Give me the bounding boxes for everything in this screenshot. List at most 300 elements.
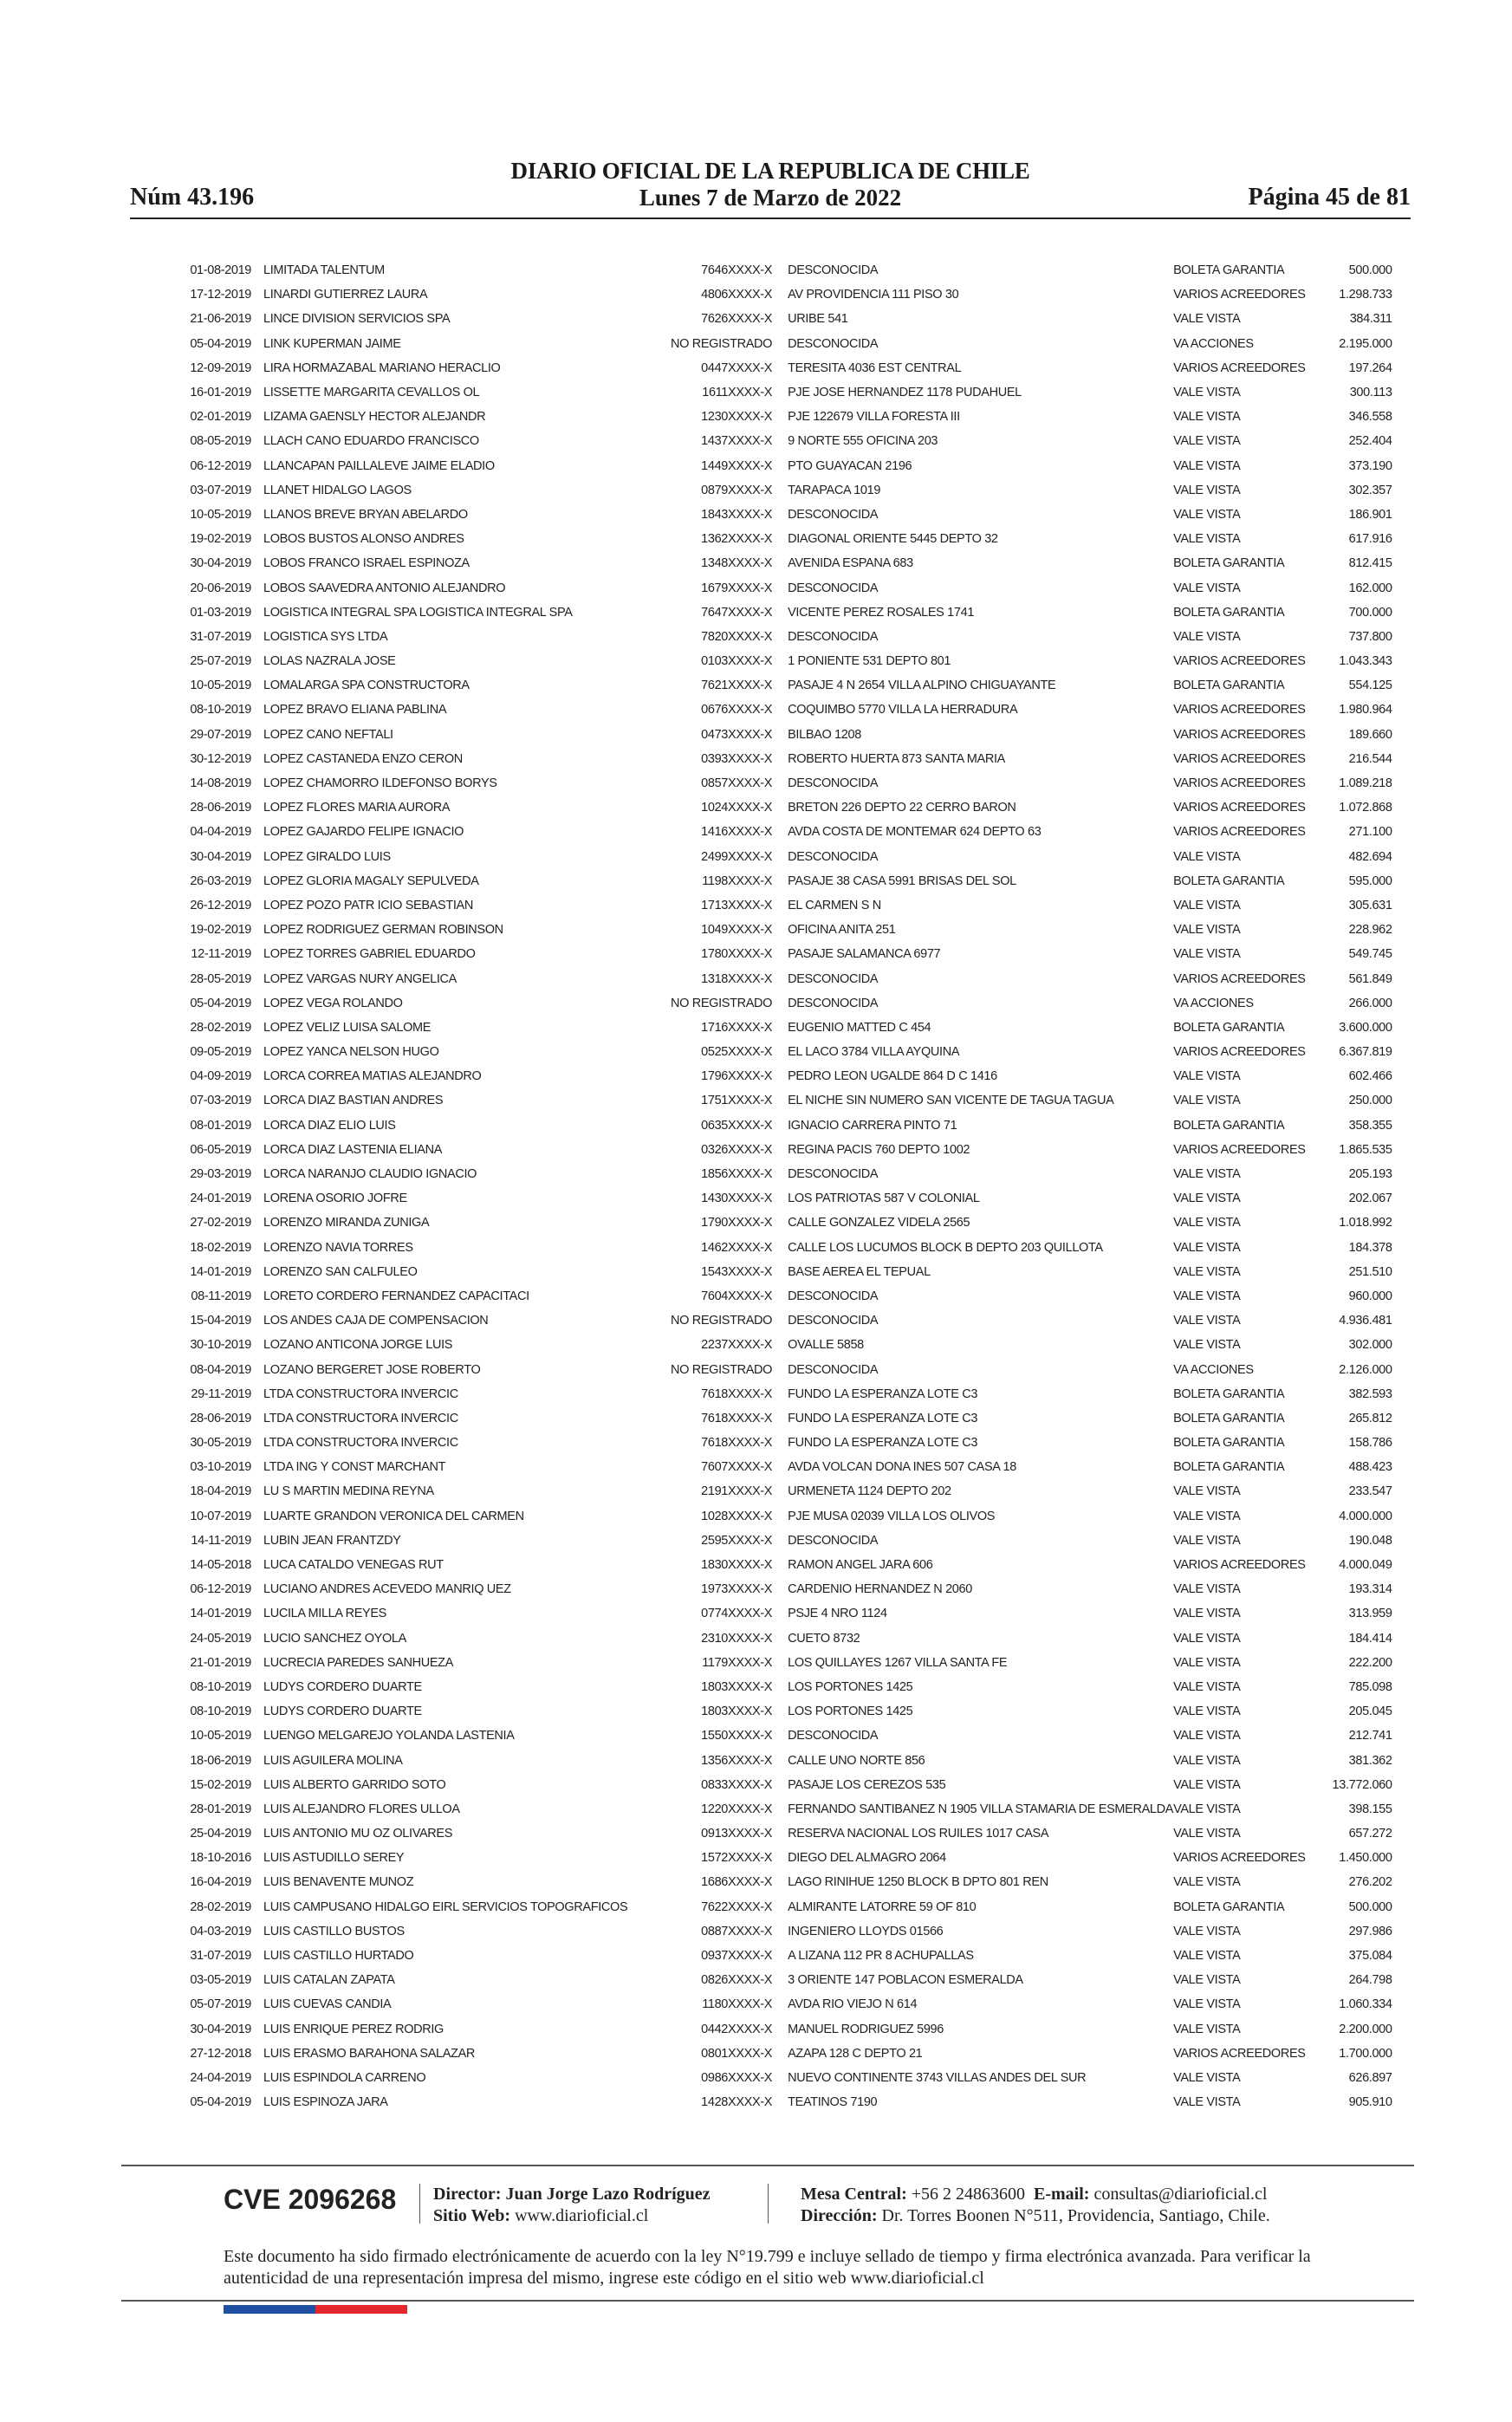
entry-type: VALE VISTA xyxy=(1173,581,1241,595)
entry-address: AVDA RIO VIEJO N 614 xyxy=(788,1997,918,2012)
entry-rut: 7626XXXX-X xyxy=(701,312,773,327)
director-name: Juan Jorge Lazo Rodríguez xyxy=(505,2185,711,2204)
entry-amount: 184.378 xyxy=(1348,1240,1392,1255)
entry-amount: 595.000 xyxy=(1348,873,1392,888)
entry-address: EUGENIO MATTED C 454 xyxy=(788,1020,931,1035)
director-label: Director: xyxy=(433,2185,502,2204)
entry-type: VALE VISTA xyxy=(1173,386,1241,400)
entry-type: VARIOS ACREEDORES xyxy=(1173,2046,1306,2061)
entry-name: LUCIANO ANDRES ACEVEDO MANRIQ UEZ xyxy=(263,1582,511,1597)
entry-date: 06-12-2019 xyxy=(190,1582,251,1597)
entry-amount: 271.100 xyxy=(1348,825,1392,840)
entry-amount: 1.980.964 xyxy=(1339,703,1392,718)
entry-address: PSJE 4 NRO 1124 xyxy=(788,1607,887,1621)
entry-type: BOLETA GARANTIA xyxy=(1173,605,1285,620)
entry-type: BOLETA GARANTIA xyxy=(1173,556,1285,571)
entry-amount: 202.067 xyxy=(1348,1192,1392,1206)
entry-date: 05-07-2019 xyxy=(190,1997,251,2012)
entry-date: 28-01-2019 xyxy=(190,1802,251,1816)
entry-rut: 0473XXXX-X xyxy=(701,727,773,742)
contact-block xyxy=(801,2184,1270,2227)
entry-date: 18-02-2019 xyxy=(190,1240,251,1255)
page-number: Página 45 de 81 xyxy=(1248,184,1411,211)
entry-type: VARIOS ACREEDORES xyxy=(1173,751,1306,766)
entry-name: LUIS ALBERTO GARRIDO SOTO xyxy=(263,1777,446,1792)
entry-address: DESCONOCIDA xyxy=(788,776,879,791)
entry-type: VALE VISTA xyxy=(1173,1533,1241,1548)
entry-date: 04-04-2019 xyxy=(190,825,251,840)
table-row xyxy=(165,1236,1392,1260)
table-row xyxy=(165,429,1392,453)
entry-amount: 184.414 xyxy=(1348,1631,1392,1646)
entry-amount: 276.202 xyxy=(1348,1875,1392,1890)
entry-amount: 382.593 xyxy=(1348,1386,1392,1401)
entry-rut: 0774XXXX-X xyxy=(701,1607,773,1621)
table-row xyxy=(165,771,1392,795)
table-row xyxy=(165,1308,1392,1333)
entry-type: VARIOS ACREEDORES xyxy=(1173,703,1306,718)
issue-number: Núm 43.196 xyxy=(130,184,255,211)
table-row xyxy=(165,625,1392,649)
entry-date: 30-12-2019 xyxy=(190,751,251,766)
entry-name: LUIS CAMPUSANO HIDALGO EIRL SERVICIOS TOPOGRAFICOS xyxy=(263,1899,628,1914)
entry-type: BOLETA GARANTIA xyxy=(1173,263,1285,278)
entry-type: BOLETA GARANTIA xyxy=(1173,873,1285,888)
entry-type: VARIOS ACREEDORES xyxy=(1173,1142,1306,1157)
entry-amount: 4.000.049 xyxy=(1339,1558,1392,1573)
entry-address: PJE MUSA 02039 VILLA LOS OLIVOS xyxy=(788,1509,996,1523)
entry-rut: 1843XXXX-X xyxy=(701,507,773,522)
entry-type: VARIOS ACREEDORES xyxy=(1173,360,1306,375)
entry-amount: 186.901 xyxy=(1348,507,1392,522)
entry-amount: 602.466 xyxy=(1348,1069,1392,1084)
entry-address: DESCONOCIDA xyxy=(788,996,879,1010)
entry-amount: 617.916 xyxy=(1348,532,1392,547)
entry-type: VALE VISTA xyxy=(1173,1264,1241,1279)
entry-rut: 0676XXXX-X xyxy=(701,703,773,718)
table-row xyxy=(165,1748,1392,1772)
entry-type: VARIOS ACREEDORES xyxy=(1173,1851,1306,1866)
entry-rut: 1679XXXX-X xyxy=(701,581,773,595)
entry-amount: 266.000 xyxy=(1348,996,1392,1010)
entry-date: 12-11-2019 xyxy=(191,947,251,962)
entry-type: VALE VISTA xyxy=(1173,947,1241,962)
entry-name: LUIS CASTILLO BUSTOS xyxy=(263,1924,405,1938)
entry-date: 28-02-2019 xyxy=(190,1899,251,1914)
entry-rut: 1348XXXX-X xyxy=(701,556,773,571)
entry-rut: 1318XXXX-X xyxy=(701,971,773,986)
table-row xyxy=(165,723,1392,747)
entry-amount: 384.311 xyxy=(1349,312,1392,327)
table-row xyxy=(165,747,1392,771)
table-row xyxy=(165,1260,1392,1284)
entry-type: VARIOS ACREEDORES xyxy=(1173,654,1306,669)
entry-name: LORCA DIAZ BASTIAN ANDRES xyxy=(263,1094,444,1108)
entry-date: 10-05-2019 xyxy=(190,1729,251,1743)
entry-rut: 7622XXXX-X xyxy=(701,1899,773,1914)
entry-date: 15-04-2019 xyxy=(190,1314,251,1328)
entry-address: DIEGO DEL ALMAGRO 2064 xyxy=(788,1851,946,1866)
entry-name: LUIS ANTONIO MU OZ OLIVARES xyxy=(263,1827,453,1841)
entry-amount: 1.298.733 xyxy=(1339,288,1392,302)
mesa-label: Mesa Central: xyxy=(801,2185,907,2204)
table-row xyxy=(165,2017,1392,2042)
entry-type: BOLETA GARANTIA xyxy=(1173,679,1285,693)
entry-rut: 0103XXXX-X xyxy=(701,654,773,669)
entry-type: VALE VISTA xyxy=(1173,1679,1241,1694)
entry-address: URIBE 541 xyxy=(788,312,848,327)
entry-amount: 189.660 xyxy=(1348,727,1392,742)
entry-address: A LIZANA 112 PR 8 ACHUPALLAS xyxy=(788,1949,974,1964)
entry-name: LOMALARGA SPA CONSTRUCTORA xyxy=(263,679,470,693)
entry-amount: 4.936.481 xyxy=(1339,1314,1392,1328)
table-row xyxy=(165,1553,1392,1577)
entry-amount: 346.558 xyxy=(1348,410,1392,425)
entry-amount: 500.000 xyxy=(1348,1899,1392,1914)
entry-address: IGNACIO CARRERA PINTO 71 xyxy=(788,1118,957,1133)
entry-type: VALE VISTA xyxy=(1173,1777,1241,1792)
entry-name: LISSETTE MARGARITA CEVALLOS OL xyxy=(263,386,480,400)
entry-name: LOS ANDES CAJA DE COMPENSACION xyxy=(263,1314,489,1328)
entry-date: 29-11-2019 xyxy=(191,1386,251,1401)
entry-address: CARDENIO HERNANDEZ N 2060 xyxy=(788,1582,972,1597)
footer-separator xyxy=(768,2184,769,2224)
entry-date: 06-05-2019 xyxy=(190,1142,251,1157)
entry-address: CALLE UNO NORTE 856 xyxy=(788,1753,925,1768)
entry-type: VALE VISTA xyxy=(1173,1314,1241,1328)
entry-rut: 1356XXXX-X xyxy=(701,1753,773,1768)
entry-rut: 1024XXXX-X xyxy=(701,801,773,815)
entry-name: LORENZO MIRANDA ZUNIGA xyxy=(263,1216,430,1230)
entry-rut: 7647XXXX-X xyxy=(701,605,773,620)
table-row xyxy=(165,1699,1392,1724)
entry-date: 30-10-2019 xyxy=(190,1338,251,1353)
entry-rut: 1362XXXX-X xyxy=(701,532,773,547)
entry-rut: 1713XXXX-X xyxy=(701,898,773,912)
entry-amount: 190.048 xyxy=(1348,1533,1392,1548)
entry-amount: 554.125 xyxy=(1348,679,1392,693)
entry-amount: 6.367.819 xyxy=(1339,1045,1392,1060)
entry-address: OFICINA ANITA 251 xyxy=(788,923,896,938)
entry-address: DESCONOCIDA xyxy=(788,336,879,351)
entry-address: LAGO RINIHUE 1250 BLOCK B DPTO 801 REN xyxy=(788,1875,1048,1890)
site-link[interactable]: www.diarioficial.cl xyxy=(515,2206,649,2225)
entry-name: LORCA NARANJO CLAUDIO IGNACIO xyxy=(263,1167,477,1182)
entry-date: 29-03-2019 xyxy=(190,1167,251,1182)
entry-rut: 2499XXXX-X xyxy=(701,849,773,864)
table-row xyxy=(165,2066,1392,2090)
entry-type: VALE VISTA xyxy=(1173,1582,1241,1597)
entry-amount: 358.355 xyxy=(1348,1118,1392,1133)
table-row xyxy=(165,673,1392,698)
table-row xyxy=(165,1821,1392,1846)
entry-date: 26-12-2019 xyxy=(190,898,251,912)
entries-table xyxy=(165,258,1392,2114)
entry-name: LOBOS BUSTOS ALONSO ANDRES xyxy=(263,532,464,547)
entry-address: PASAJE 38 CASA 5991 BRISAS DEL SOL xyxy=(788,873,1016,888)
cve-code: CVE 2096268 xyxy=(224,2184,397,2215)
entry-amount: 381.362 xyxy=(1348,1753,1392,1768)
header-center xyxy=(130,158,1411,211)
table-row xyxy=(165,1846,1392,1870)
entry-rut: 2595XXXX-X xyxy=(701,1533,773,1548)
entry-date: 30-04-2019 xyxy=(190,556,251,571)
entry-name: LUDYS CORDERO DUARTE xyxy=(263,1679,422,1694)
page-header xyxy=(130,154,1411,224)
entry-name: LIMITADA TALENTUM xyxy=(263,263,385,278)
table-row xyxy=(165,575,1392,600)
footer-divider-bottom xyxy=(121,2300,1414,2302)
entry-rut: 0879XXXX-X xyxy=(701,483,773,497)
table-row xyxy=(165,1138,1392,1162)
entry-amount: 4.000.000 xyxy=(1339,1509,1392,1523)
table-row xyxy=(165,405,1392,429)
entry-rut: 1028XXXX-X xyxy=(701,1509,773,1523)
entry-rut: 1449XXXX-X xyxy=(701,458,773,473)
entry-name: LOPEZ CHAMORRO ILDEFONSO BORYS xyxy=(263,776,497,791)
entry-name: LUIS ERASMO BARAHONA SALAZAR xyxy=(263,2046,476,2061)
entry-name: LUCIO SANCHEZ OYOLA xyxy=(263,1631,406,1646)
entry-date: 20-06-2019 xyxy=(190,581,251,595)
entry-rut: 7820XXXX-X xyxy=(701,629,773,644)
entry-address: 9 NORTE 555 OFICINA 203 xyxy=(788,434,938,449)
entry-date: 14-01-2019 xyxy=(190,1607,251,1621)
entry-name: LUIS AGUILERA MOLINA xyxy=(263,1753,403,1768)
table-row xyxy=(165,1601,1392,1626)
entry-type: VALE VISTA xyxy=(1173,1631,1241,1646)
entry-amount: 549.745 xyxy=(1348,947,1392,962)
table-row xyxy=(165,1455,1392,1479)
table-row xyxy=(165,332,1392,356)
entry-rut: 0937XXXX-X xyxy=(701,1949,773,1964)
entry-type: VALE VISTA xyxy=(1173,1167,1241,1182)
entry-type: VALE VISTA xyxy=(1173,458,1241,473)
entry-type: VALE VISTA xyxy=(1173,1973,1241,1988)
table-row xyxy=(165,1382,1392,1406)
entry-rut: 1973XXXX-X xyxy=(701,1582,773,1597)
entry-address: PJE JOSE HERNANDEZ 1178 PUDAHUEL xyxy=(788,386,1022,400)
entry-amount: 251.510 xyxy=(1348,1264,1392,1279)
table-row xyxy=(165,1016,1392,1040)
entry-rut: 1780XXXX-X xyxy=(701,947,773,962)
entry-date: 03-07-2019 xyxy=(190,483,251,497)
entry-rut: 1856XXXX-X xyxy=(701,1167,773,1182)
entry-address: EL CARMEN S N xyxy=(788,898,881,912)
entry-name: LOPEZ RODRIGUEZ GERMAN ROBINSON xyxy=(263,923,503,938)
entry-date: 05-04-2019 xyxy=(190,336,251,351)
entry-address: PJE 122679 VILLA FORESTA III xyxy=(788,410,960,425)
table-row xyxy=(165,454,1392,478)
entry-rut: NO REGISTRADO xyxy=(671,1314,773,1328)
entry-name: LUDYS CORDERO DUARTE xyxy=(263,1704,422,1719)
entry-address: DESCONOCIDA xyxy=(788,581,879,595)
entry-type: VARIOS ACREEDORES xyxy=(1173,776,1306,791)
footer-divider-top xyxy=(121,2165,1414,2166)
entry-type: VALE VISTA xyxy=(1173,1729,1241,1743)
entry-address: DESCONOCIDA xyxy=(788,1533,879,1548)
entry-date: 28-02-2019 xyxy=(190,1020,251,1035)
entry-amount: 300.113 xyxy=(1349,386,1392,400)
entry-amount: 373.190 xyxy=(1348,458,1392,473)
entry-date: 30-05-2019 xyxy=(190,1436,251,1451)
table-row xyxy=(165,1529,1392,1553)
entry-type: VALE VISTA xyxy=(1173,410,1241,425)
entry-name: LIRA HORMAZABAL MARIANO HERACLIO xyxy=(263,360,501,375)
entry-name: LUARTE GRANDON VERONICA DEL CARMEN xyxy=(263,1509,524,1523)
entry-address: AZAPA 128 C DEPTO 21 xyxy=(788,2046,923,2061)
entry-type: VALE VISTA xyxy=(1173,312,1241,327)
entry-name: LUCA CATALDO VENEGAS RUT xyxy=(263,1558,444,1573)
entry-name: LOGISTICA INTEGRAL SPA LOGISTICA INTEGRAL SPA xyxy=(263,605,573,620)
entry-rut: 1462XXXX-X xyxy=(701,1240,773,1255)
table-row xyxy=(165,1724,1392,1748)
entry-address: PEDRO LEON UGALDE 864 D C 1416 xyxy=(788,1069,997,1084)
entry-rut: 7607XXXX-X xyxy=(701,1460,773,1475)
entry-name: LOPEZ VARGAS NURY ANGELICA xyxy=(263,971,457,986)
entry-rut: 0826XXXX-X xyxy=(701,1973,773,1988)
entry-address: DESCONOCIDA xyxy=(788,507,879,522)
table-row xyxy=(165,2090,1392,2114)
entry-address: PASAJE 4 N 2654 VILLA ALPINO CHIGUAYANTE xyxy=(788,679,1056,693)
entry-date: 19-02-2019 xyxy=(190,532,251,547)
entry-name: LLANET HIDALGO LAGOS xyxy=(263,483,412,497)
entry-name: LOPEZ CASTANEDA ENZO CERON xyxy=(263,751,463,766)
entry-address: DESCONOCIDA xyxy=(788,263,879,278)
table-row xyxy=(165,795,1392,820)
entry-amount: 212.741 xyxy=(1348,1729,1392,1743)
entry-date: 10-05-2019 xyxy=(190,679,251,693)
entry-rut: 1430XXXX-X xyxy=(701,1192,773,1206)
entry-address: OVALLE 5858 xyxy=(788,1338,864,1353)
entry-address: BILBAO 1208 xyxy=(788,727,861,742)
entry-amount: 233.547 xyxy=(1348,1484,1392,1499)
entry-amount: 2.195.000 xyxy=(1339,336,1392,351)
entry-date: 21-01-2019 xyxy=(190,1655,251,1670)
entry-type: VALE VISTA xyxy=(1173,483,1241,497)
entry-name: LOBOS SAAVEDRA ANTONIO ALEJANDRO xyxy=(263,581,506,595)
entry-type: VALE VISTA xyxy=(1173,1069,1241,1084)
entry-date: 31-07-2019 xyxy=(190,1949,251,1964)
entry-date: 17-12-2019 xyxy=(190,288,251,302)
entry-amount: 785.098 xyxy=(1348,1679,1392,1694)
entry-address: FERNANDO SANTIBANEZ N 1905 VILLA STAMARIA DE ESMERALDA xyxy=(788,1802,1174,1816)
entry-amount: 1.060.334 xyxy=(1339,1997,1392,2012)
entry-address: DESCONOCIDA xyxy=(788,971,879,986)
entry-amount: 626.897 xyxy=(1348,2070,1392,2085)
entry-date: 27-12-2018 xyxy=(190,2046,251,2061)
entry-date: 10-05-2019 xyxy=(190,507,251,522)
entry-type: VALE VISTA xyxy=(1173,507,1241,522)
entry-amount: 297.986 xyxy=(1348,1924,1392,1938)
table-row xyxy=(165,1919,1392,1944)
table-row xyxy=(165,1651,1392,1675)
entry-name: LOPEZ POZO PATR ICIO SEBASTIAN xyxy=(263,898,473,912)
entry-date: 28-05-2019 xyxy=(190,971,251,986)
email-link[interactable]: consultas@diarioficial.cl xyxy=(1093,2185,1268,2204)
entry-name: LOPEZ CANO NEFTALI xyxy=(263,727,393,742)
table-row xyxy=(165,1797,1392,1821)
entry-address: ROBERTO HUERTA 873 SANTA MARIA xyxy=(788,751,1005,766)
entry-address: DESCONOCIDA xyxy=(788,1289,879,1303)
entry-date: 28-06-2019 xyxy=(190,801,251,815)
entry-address: 1 PONIENTE 531 DEPTO 801 xyxy=(788,654,951,669)
table-row xyxy=(165,2042,1392,2066)
table-row xyxy=(165,1114,1392,1138)
table-row xyxy=(165,1284,1392,1308)
entry-amount: 1.865.535 xyxy=(1339,1142,1392,1157)
entry-address: DESCONOCIDA xyxy=(788,849,879,864)
entry-rut: 1803XXXX-X xyxy=(701,1679,773,1694)
table-row xyxy=(165,1577,1392,1601)
entry-name: LOPEZ BRAVO ELIANA PABLINA xyxy=(263,703,447,718)
entry-address: DESCONOCIDA xyxy=(788,629,879,644)
entry-name: LOZANO BERGERET JOSE ROBERTO xyxy=(263,1362,481,1377)
table-row xyxy=(165,503,1392,527)
entry-name: LOZANO ANTICONA JORGE LUIS xyxy=(263,1338,453,1353)
entry-date: 08-05-2019 xyxy=(190,434,251,449)
table-row xyxy=(165,1479,1392,1503)
entry-amount: 2.126.000 xyxy=(1339,1362,1392,1377)
entry-address: DESCONOCIDA xyxy=(788,1167,879,1182)
table-row xyxy=(165,869,1392,893)
entry-rut: 4806XXXX-X xyxy=(701,288,773,302)
footer-separator xyxy=(419,2184,420,2224)
entry-rut: 2237XXXX-X xyxy=(701,1338,773,1353)
entry-name: LOPEZ GAJARDO FELIPE IGNACIO xyxy=(263,825,464,840)
entry-amount: 1.043.343 xyxy=(1339,654,1392,669)
entry-rut: 7621XXXX-X xyxy=(701,679,773,693)
entry-type: VALE VISTA xyxy=(1173,2022,1241,2036)
entry-name: LINK KUPERMAN JAIME xyxy=(263,336,401,351)
entry-rut: 7618XXXX-X xyxy=(701,1411,773,1425)
entry-date: 24-05-2019 xyxy=(190,1631,251,1646)
entry-name: LORCA CORREA MATIAS ALEJANDRO xyxy=(263,1069,482,1084)
entry-amount: 500.000 xyxy=(1348,263,1392,278)
entry-rut: 0913XXXX-X xyxy=(701,1827,773,1841)
entry-date: 14-08-2019 xyxy=(190,776,251,791)
entry-address: EL LACO 3784 VILLA AYQUINA xyxy=(788,1045,960,1060)
entry-date: 01-03-2019 xyxy=(190,605,251,620)
entry-rut: NO REGISTRADO xyxy=(671,996,773,1010)
entry-amount: 2.200.000 xyxy=(1339,2022,1392,2036)
entry-address: FUNDO LA ESPERANZA LOTE C3 xyxy=(788,1436,978,1451)
table-row xyxy=(165,1944,1392,1968)
entry-rut: 1550XXXX-X xyxy=(701,1729,773,1743)
entry-amount: 3.600.000 xyxy=(1339,1020,1392,1035)
entry-name: LTDA CONSTRUCTORA INVERCIC xyxy=(263,1411,458,1425)
entry-amount: 205.193 xyxy=(1348,1167,1392,1182)
entry-type: VALE VISTA xyxy=(1173,2070,1241,2085)
entry-amount: 193.314 xyxy=(1348,1582,1392,1597)
entry-amount: 482.694 xyxy=(1348,849,1392,864)
entry-amount: 657.272 xyxy=(1348,1827,1392,1841)
entry-date: 03-05-2019 xyxy=(190,1973,251,1988)
entry-date: 28-06-2019 xyxy=(190,1411,251,1425)
entry-rut: 1179XXXX-X xyxy=(702,1655,773,1670)
entry-rut: 1716XXXX-X xyxy=(701,1020,773,1035)
entry-date: 16-01-2019 xyxy=(190,386,251,400)
entry-amount: 252.404 xyxy=(1348,434,1392,449)
entry-type: VALE VISTA xyxy=(1173,1338,1241,1353)
entry-name: LUIS ESPINDOLA CARRENO xyxy=(263,2070,426,2085)
entry-name: LIZAMA GAENSLY HECTOR ALEJANDR xyxy=(263,410,486,425)
entry-rut: 2310XXXX-X xyxy=(701,1631,773,1646)
entry-amount: 1.450.000 xyxy=(1339,1851,1392,1866)
table-row xyxy=(165,1870,1392,1894)
address-value: Dr. Torres Boonen N°511, Providencia, Santiago, Chile. xyxy=(881,2206,1270,2225)
entry-date: 12-09-2019 xyxy=(190,360,251,375)
table-row xyxy=(165,1333,1392,1357)
